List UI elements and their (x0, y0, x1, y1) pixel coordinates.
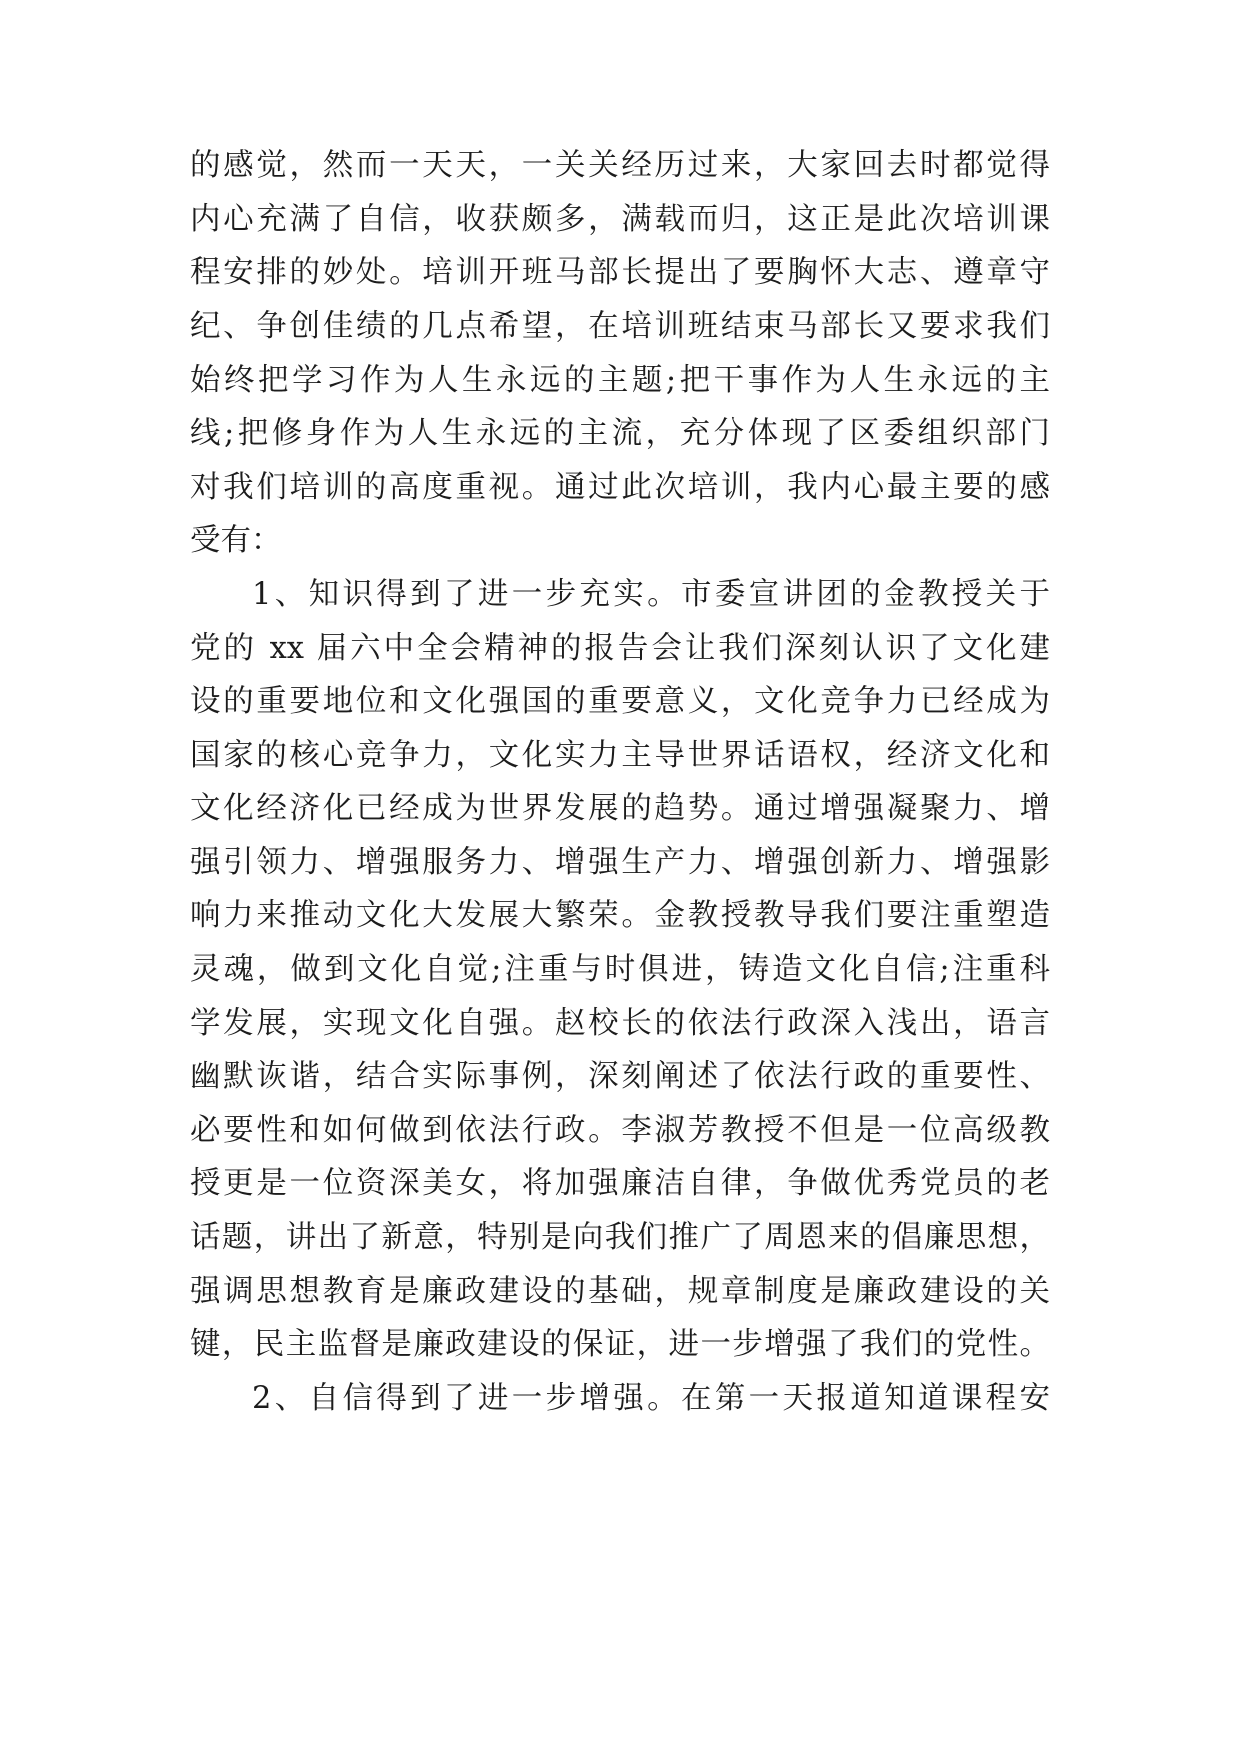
text-line: 程安排的妙处。培训开班马部长提出了要胸怀大志、遵章守 (190, 255, 1050, 290)
text-line: 强引领力、增强服务力、增强生产力、增强创新力、增强影 (190, 845, 1050, 880)
text-line: 响力来推动文化大发展大繁荣。金教授教导我们要注重塑造 (190, 898, 1050, 933)
text-line: 对我们培训的高度重视。通过此次培训，我内心最主要的感 (190, 470, 1050, 505)
text-line: 强调思想教育是廉政建设的基础，规章制度是廉政建设的关 (190, 1274, 1050, 1309)
text-line: 受有： (190, 523, 282, 558)
text-line: 设的重要地位和文化强国的重要意义，文化竞争力已经成为 (190, 684, 1050, 719)
text-line: 的感觉，然而一天天，一关关经历过来，大家回去时都觉得 (190, 148, 1050, 183)
text-line: 学发展，实现文化自强。赵校长的依法行政深入浅出，语言 (190, 1006, 1050, 1041)
text-line: 授更是一位资深美女，将加强廉洁自律，争做优秀党员的老 (190, 1166, 1050, 1201)
paragraph-first-line: 2、自信得到了进一步增强。在第一天报道知道课程安 (252, 1381, 1050, 1416)
text-line: 话题，讲出了新意，特别是向我们推广了周恩来的倡廉思想， (190, 1220, 1050, 1255)
text-line: 幽默诙谐，结合实际事例，深刻阐述了依法行政的重要性、 (190, 1059, 1050, 1094)
text-line: 键，民主监督是廉政建设的保证，进一步增强了我们的党性。 (190, 1327, 1050, 1362)
text-line: 必要性和如何做到依法行政。李淑芳教授不但是一位高级教 (190, 1113, 1050, 1148)
text-line: 始终把学习作为人生永远的主题;把干事作为人生永远的主 (190, 363, 1050, 398)
text-line: 国家的核心竞争力，文化实力主导世界话语权，经济文化和 (190, 738, 1050, 773)
text-line: 党的 xx 届六中全会精神的报告会让我们深刻认识了文化建 (190, 631, 1050, 666)
text-line: 灵魂，做到文化自觉;注重与时俱进，铸造文化自信;注重科 (190, 952, 1050, 987)
text-line: 文化经济化已经成为世界发展的趋势。通过增强凝聚力、增 (190, 791, 1050, 826)
text-line: 内心充满了自信，收获颇多，满载而归，这正是此次培训课 (190, 202, 1050, 237)
paragraph-first-line: 1、知识得到了进一步充实。市委宣讲团的金教授关于 (252, 577, 1050, 612)
text-line: 纪、争创佳绩的几点希望，在培训班结束马部长又要求我们 (190, 309, 1050, 344)
text-line: 线;把修身作为人生永远的主流，充分体现了区委组织部门 (190, 416, 1050, 451)
